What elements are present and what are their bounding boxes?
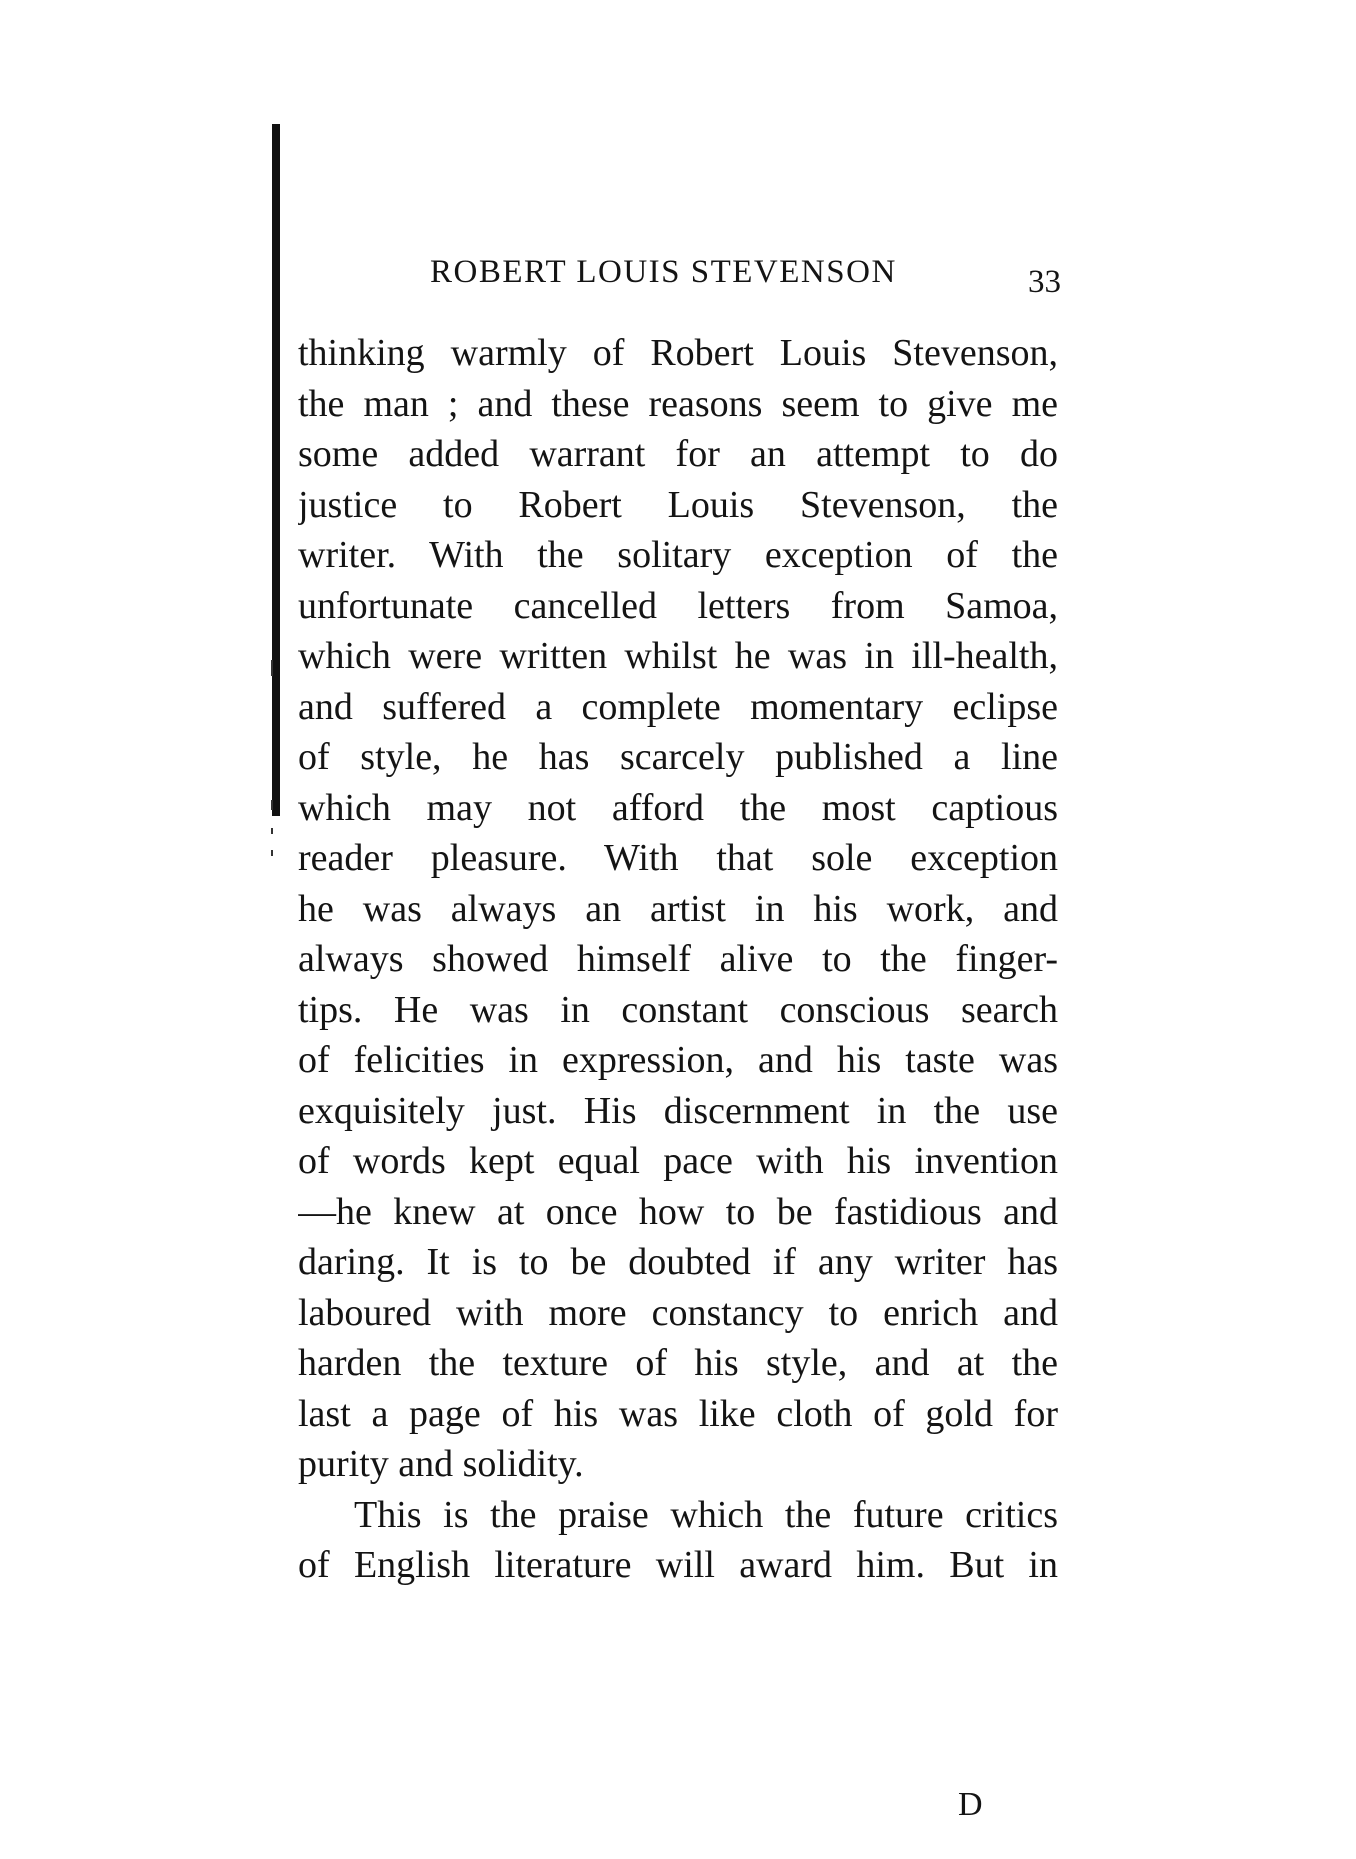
text-line: of English literature will award him. But in <box>298 1544 1058 1586</box>
binding-edge-mark <box>271 660 273 676</box>
binding-edge-mark <box>271 800 273 810</box>
text-line: This is the praise which the future critics <box>354 1493 1058 1536</box>
text-line: of felicities in expression, and his taste was <box>298 1039 1058 1081</box>
text-line: exquisitely just. His discernment in the use <box>298 1089 1058 1132</box>
text-line: of words kept equal pace with his invention <box>298 1140 1058 1182</box>
running-head: ROBERT LOUIS STEVENSON <box>430 254 897 290</box>
text-line: always showed himself alive to the finger- <box>298 938 1058 980</box>
text-line: some added warrant for an attempt to do <box>298 433 1058 475</box>
text-line: last a page of his was like cloth of gold for <box>298 1392 1058 1435</box>
text-line: which may not afford the most captious <box>298 786 1058 829</box>
text-line: laboured with more constancy to enrich and <box>298 1291 1058 1334</box>
binding-edge-shadow <box>272 124 280 816</box>
text-line: purity and solidity. <box>298 1443 584 1485</box>
binding-edge-mark <box>271 828 273 834</box>
text-line: unfortunate cancelled letters from Samoa, <box>298 584 1058 627</box>
signature-mark: D <box>958 1786 983 1823</box>
text-line: harden the texture of his style, and at the <box>298 1342 1058 1384</box>
text-line: and suffered a complete momentary eclipse <box>298 685 1058 728</box>
text-line: of style, he has scarcely published a line <box>298 736 1058 778</box>
text-line: the man ; and these reasons seem to give me <box>298 382 1058 425</box>
text-line: justice to Robert Louis Stevenson, the <box>298 483 1058 526</box>
text-line: which were written whilst he was in ill-health, <box>298 635 1058 677</box>
text-line: thinking warmly of Robert Louis Stevenson, <box>298 332 1058 374</box>
body-text <box>298 328 1058 1591</box>
text-line: he was always an artist in his work, and <box>298 887 1058 930</box>
text-line: —he knew at once how to be fastidious and <box>298 1190 1058 1233</box>
text-line: writer. With the solitary exception of the <box>298 534 1058 576</box>
text-line: tips. He was in constant conscious search <box>298 988 1058 1031</box>
page-number: 33 <box>1028 264 1061 300</box>
text-line: reader pleasure. With that sole exception <box>298 837 1058 879</box>
binding-edge-mark <box>271 850 273 856</box>
text-line: daring. It is to be doubted if any writer has <box>298 1241 1058 1283</box>
